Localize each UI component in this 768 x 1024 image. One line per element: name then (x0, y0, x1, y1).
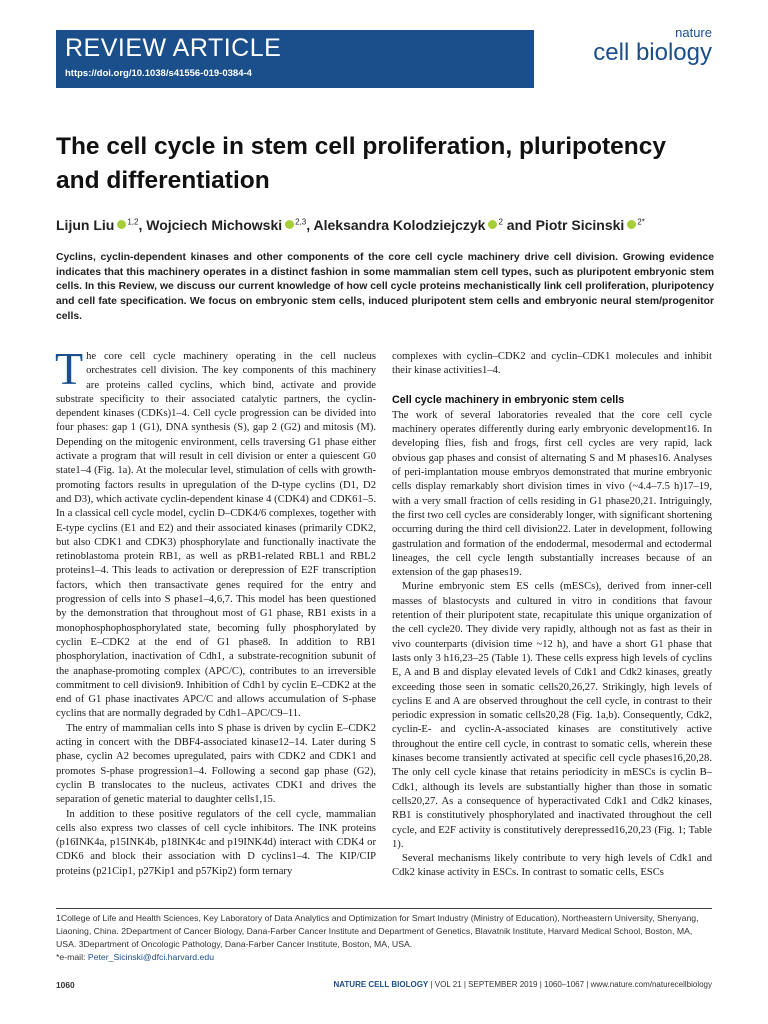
abstract: Cyclins, cyclin-dependent kinases and other components of the core cell cycle machinery drive cell division. Growing evidence indicates that this machinery operates in a distinct fashion in some mammalian stem cell types, such as pluripotent embryonic stem cells. In this Review, we discuss our current knowledge of how cell cycle proteins mechanistically link cell proliferation, pluripotency and cell fate specification. We focus on embryonic stem cells, induced pluripotent stem cells and embryonic neural stem/progenitor cells. (56, 252, 714, 322)
email-link[interactable]: Peter_Sicinski@dfci.harvard.edu (87, 952, 215, 962)
orcid-icon[interactable] (285, 220, 294, 229)
body-column-right (392, 350, 712, 881)
orcid-icon[interactable] (488, 220, 497, 229)
footnote-divider (56, 908, 712, 909)
journal-logo[interactable] (593, 26, 712, 66)
body-paragraph: Murine embryonic stem ES cells (mESCs), derived from inner-cell masses of blastocysts and cultured in vitro in conditions that favour retention of their pluripotent state, recapitulate this unique organization of the cell cycle20. They divide very rapidly, although not as fast as their in vivo counterparts (division time ~12 h), and have a short G1 phase that lasts only 3 h16,23–25 (Table 1). These cells express high levels of cyclins E, A and B and display elevated levels of Cdk1 and Cdk2 kinases, greatly exceeding those seen in somatic cells20,26,27. Strikingly, high levels of cyclins E and A are observed throughout the cell cycle, in contrast to their periodic expression in somatic cells20,28 (Fig. 1a,b). Consequently, Cdk2, cyclin-E- and cyclin-A-associated kinases are constitutively active throughout the entire cell cycle, in contrast to somatic cells, wherein these kinases become transiently activated at specific cell cycle phases16,20,28. The only cell cycle kinase that retains periodicity in mESCs is cyclin B–Cdk1, although its levels are substantially higher than those in somatic cells20,27. As a consequence of hyperactivated Cdk1 and Cdk2 kinases, RB1 is constitutively phosphorylated and inactivated throughout the cell cycle, and E2F activity is constitutively derepressed16,20,23 (Fig. 1; Table 1). (392, 581, 712, 850)
journal-citation (333, 980, 712, 989)
author-name[interactable]: Wojciech Michowski (146, 217, 283, 233)
doi-link[interactable]: https://doi.org/10.1038/s41556-019-0384-4 (65, 68, 252, 79)
article-title: The cell cycle in stem cell proliferation, pluripotency and differentiation (56, 133, 666, 194)
drop-cap: T (55, 343, 84, 394)
body-paragraph: The entry of mammalian cells into S phase is driven by cyclin E–CDK2 acting in concert with the DBF4-associated kinase12–14. Later during S phase, cyclin A2 becomes upregulated, pairs with CDK2 and CDK1 and promotes S-phase progression1–4. Following a second gap phase (G2), cyclin B translocates to the nucleus, activates CDK1 and drives the separation of genetic material to daughter cells1,15. (56, 722, 376, 806)
author-separator: , (306, 217, 314, 233)
section-heading: Cell cycle machinery in embryonic stem cells (392, 393, 625, 406)
email-label: *e-mail: (56, 952, 88, 962)
body-column-left (55, 343, 376, 879)
body-paragraph: In addition to these positive regulators of the cell cycle, mammalian cells also express two classes of cell cycle inhibitors. The INK proteins (p16INK4a, p15INK4b, p18INK4c and p19INK4d) interact with CDK4 or CDK6 and block their association with D cyclins1–4. The KIP/CIP proteins (p21Cip1, p27Kip1 and p57Kip2) form ternary (56, 808, 376, 877)
logo-cell-biology: cell biology (593, 39, 712, 66)
citation-text[interactable]: | VOL 21 | SEPTEMBER 2019 | 1060–1067 | www.nature.com/naturecellbiology (428, 980, 712, 989)
affiliation-text: 1College of Life and Health Sciences, Key Laboratory of Data Analytics and Optimization for Smart Industry (Ministry of Education), Northeastern University, Shenyang, Liaoning, China. 2Department of Cancer Biology, Dana-Farber Cancer Institute and Department of Genetics, Blavatnik Institute, Harvard Medical School, Boston, MA, USA. 3Department of Oncologic Pathology, Dana-Farber Cancer Institute, Boston, MA, USA. (56, 913, 699, 949)
affiliations-footnote (56, 912, 712, 964)
body-paragraph: The work of several laboratories revealed that the core cell cycle machinery operates differently during early embryonic development16. In developing flies, fish and frogs, first cell cycles are very rapid, lack obvious gap phases and consist of alternating S and M phases16. Analyses of peri-implantation mouse embryos demonstrated that murine embryonic cells display remarkably short division times in vivo (~4.4–7.5 h)17–19, with a very small fraction of cells residing in G1 phase20,21. Intriguingly, the first two cell cycles are considerably longer, with significant shortening occurring during the third cell division22. Later in development, following gastrulation and formation of the endodermal, mesodermal and ectodermal lineages, the cell cycle length substantially increases because of an extension of the gap phases19. (392, 409, 712, 579)
author-separator: and (502, 217, 536, 233)
logo-nature: nature (675, 25, 712, 40)
article-type-label: REVIEW ARTICLE (65, 34, 282, 62)
body-paragraph: Several mechanisms likely contribute to very high levels of Cdk1 and Cdk2 kinase activity in ESCs. In contrast to somatic cells, ESCs (392, 853, 712, 879)
affiliation-sup: 1,2 (127, 217, 139, 227)
affiliation-sup: 2,3 (295, 217, 307, 227)
author-name[interactable]: Lijun Liu (56, 217, 115, 233)
affiliation-sup: 2* (637, 217, 645, 227)
page-number: 1060 (56, 980, 75, 990)
affiliation-sup: 2 (498, 217, 503, 227)
body-paragraph: complexes with cyclin–CDK2 and cyclin–CDK1 molecules and inhibit their kinase activities1–4. (392, 351, 712, 377)
article-header (0, 0, 768, 96)
author-name[interactable]: Piotr Sicinski (535, 217, 625, 233)
author-name[interactable]: Aleksandra Kolodziejczyk (313, 217, 486, 233)
paragraph-text: he core cell cycle machinery operating in the cell nucleus orchestrates cell division. The key components of this machinery are proteins called cyclins, which bind, activate and provide substrate specificity to their associated catalytic partners, the cyclin-dependent kinases (CDKs)1–4. Cell cycle progression can be divided into four phases: gap 1 (G1), DNA synthesis (S), gap 2 (G2) and mitosis (M). Depending on the mitogenic environment, cells traversing G1 phase either activate a program that will result in cell division or enter a quiescent G0 state1–4 (Fig. 1a). At the molecular level, stimulation of cells with growth-promoting factors results in upregulation of the D-type cyclins (D1, D2 and D3), which activate cyclin-dependent kinase 4 (CDK4) and CDK61–5. In a classical cell cycle model, cyclin D–CDK4/6 complexes, together with E-type cyclins (E1 and E2) and their associated kinases (primarily CDK2, but also CDK1 and CDK3) phosphorylate and functionally inactivate the retinoblastoma protein RB1, as well as pRB1-related RBL1 and RBL2 proteins1–4. This leads to activation or derepression of E2F transcription factors, which then transactivate genes required for the entry and progression of cells into S phase1–4,6,7. This model has been questioned by the demonstration that throughout most of G1 phase, RB1 exists in a monophosphophosphorylated state, becoming fully phosphorylated by cyclin E–CDK2 at the end of G1 phase8. In addition to RB1 phosphorylation, inactivation of Cdh1, a substrate-recognition subunit of the anaphase-promoting complex (APC/C), contributes to an irreversible commitment to cell division9. Inhibition of Cdh1 by cyclin E–CDK2 at the end of G1 phase inactivates APC/C and allows accumulation of S-phase cyclins that are normally degraded by Cdh1–APC/C9–11. (56, 351, 376, 720)
orcid-icon[interactable] (117, 220, 126, 229)
orcid-icon[interactable] (627, 220, 636, 229)
author-list (56, 217, 716, 233)
journal-name: NATURE CELL BIOLOGY (333, 980, 429, 989)
author-separator: , (138, 217, 147, 233)
body-paragraph (55, 343, 376, 722)
